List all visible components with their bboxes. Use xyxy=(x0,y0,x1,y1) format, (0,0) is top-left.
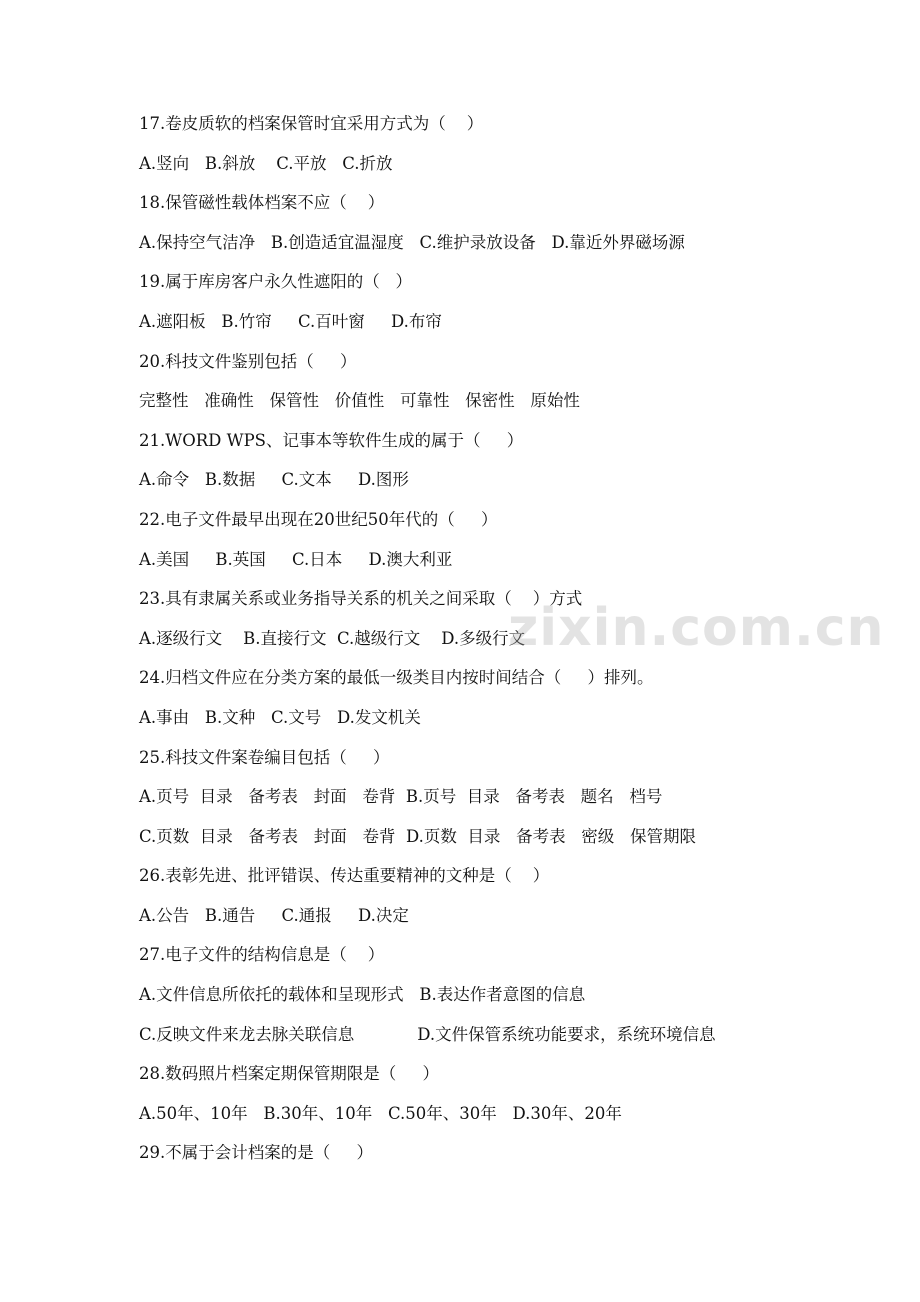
question-19: 19.属于库房客户永久性遮阳的（ ） xyxy=(139,272,412,292)
options-25-cd: C.页数 目录 备考表 封面 卷背 D.页数 目录 备考表 密级 保管期限 xyxy=(139,826,697,846)
options-19: A.遮阳板 B.竹帘 C.百叶窗 D.布帘 xyxy=(139,311,442,331)
options-21: A.命令 B.数据 C.文本 D.图形 xyxy=(139,470,409,490)
question-18: 18.保管磁性载体档案不应（ ） xyxy=(139,193,385,213)
question-23: 23.具有隶属关系或业务指导关系的机关之间采取（ ）方式 xyxy=(139,589,583,609)
question-24: 24.归档文件应在分类方案的最低一级类目内按时间结合（ ）排列。 xyxy=(139,668,654,688)
question-17: 17.卷皮质软的档案保管时宜采用方式为（ ） xyxy=(139,114,484,133)
question-26: 26.表彰先进、批评错误、传达重要精神的文种是（ ） xyxy=(139,866,550,886)
options-27-cd: C.反映文件来龙去脉关联信息 D.文件保管系统功能要求，系统环境信息 xyxy=(139,1024,716,1044)
options-23: A.逐级行文 B.直接行文 C.越级行文 D.多级行文 xyxy=(139,628,526,648)
options-28: A.50年、10年 B.30年、10年 C.50年、30年 D.30年、20年 xyxy=(139,1103,622,1123)
options-20: 完整性 准确性 保管性 价值性 可靠性 保密性 原始性 xyxy=(139,391,580,411)
options-25-ab: A.页号 目录 备考表 封面 卷背 B.页号 目录 备考表 题名 档号 xyxy=(139,787,663,807)
question-20: 20.科技文件鉴别包括（ ） xyxy=(139,351,357,371)
site-watermark: zixin.com.cn xyxy=(508,598,885,658)
question-25: 25.科技文件案卷编目包括（ ） xyxy=(139,747,390,767)
options-24: A.事由 B.文种 C.文号 D.发文机关 xyxy=(139,707,421,727)
options-22: A.美国 B.英国 C.日本 D.澳大利亚 xyxy=(139,549,453,569)
options-27-ab: A.文件信息所依托的载体和呈现形式 B.表达作者意图的信息 xyxy=(139,985,586,1005)
options-18: A.保持空气洁净 B.创造适宜温湿度 C.维护录放设备 D.靠近外界磁场源 xyxy=(139,232,685,252)
question-29: 29.不属于会计档案的是（ ） xyxy=(139,1143,373,1163)
question-28: 28.数码照片档案定期保管期限是（ ） xyxy=(139,1064,439,1084)
question-21: 21.WORD WPS、记事本等软件生成的属于（ ） xyxy=(139,430,524,450)
question-22: 22.电子文件最早出现在20世纪50年代的（ ） xyxy=(139,509,498,529)
options-26: A.公告 B.通告 C.通报 D.决定 xyxy=(139,905,409,925)
question-27: 27.电子文件的结构信息是（ ） xyxy=(139,945,385,965)
options-17: A.竖向 B.斜放 C.平放 C.折放 xyxy=(139,153,393,173)
